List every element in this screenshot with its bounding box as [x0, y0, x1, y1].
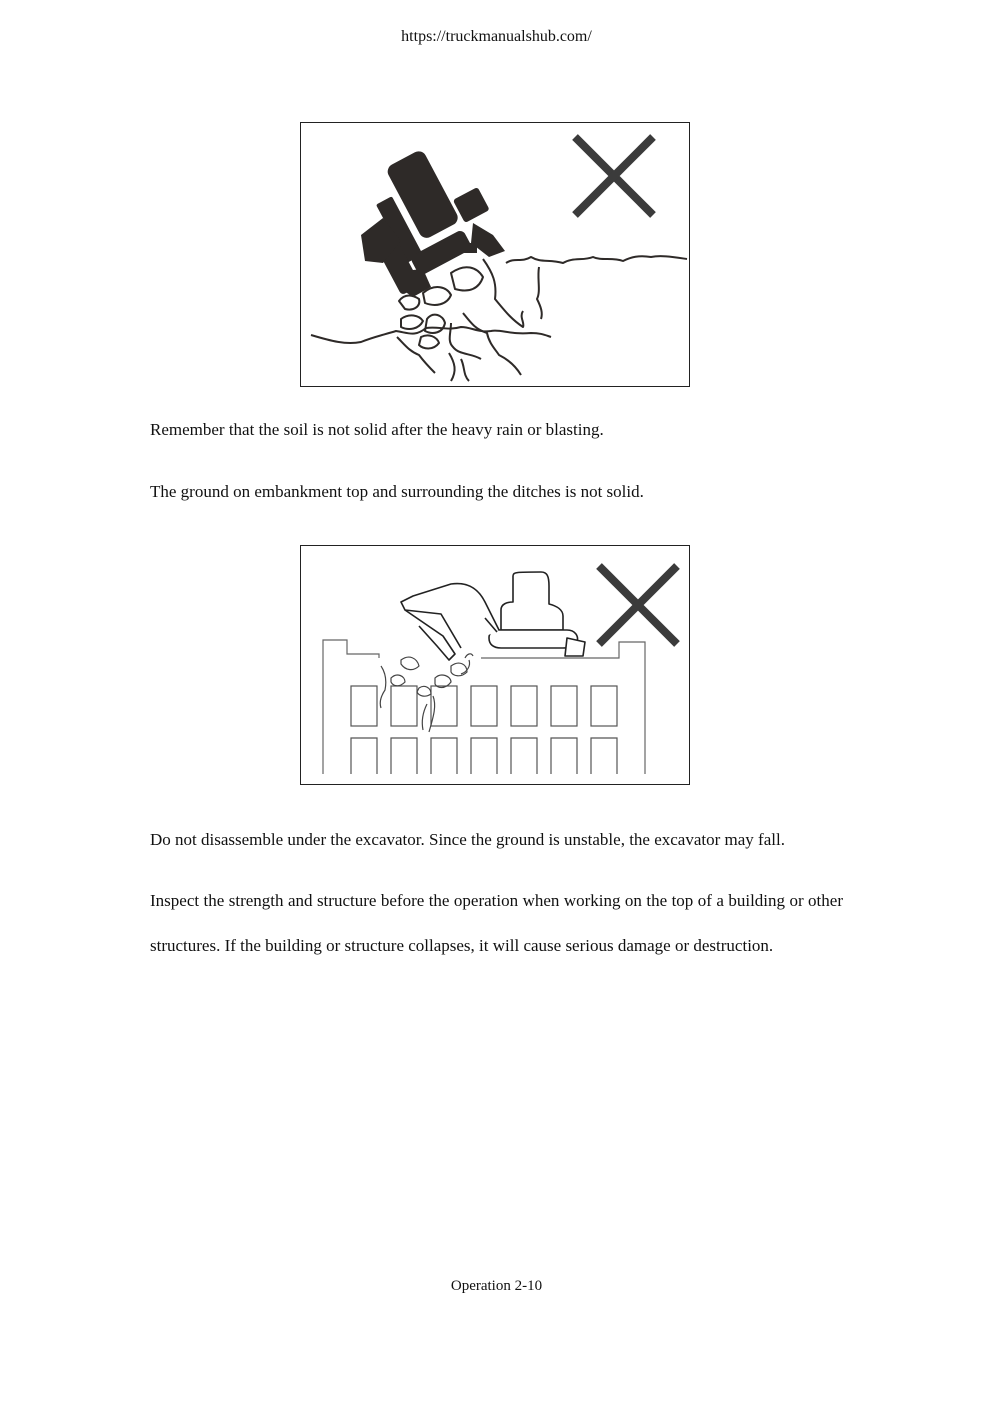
building-outline	[323, 640, 645, 774]
header-url: https://truckmanualshub.com/	[401, 28, 592, 45]
paragraph-inspect: Inspect the strength and structure before the operation when working on the top of a building or other structures. If the building or structure collapses, it will cause serious damage or destruction.	[150, 891, 843, 955]
collapse-debris	[380, 654, 473, 732]
paragraph-soil-rain: Remember that the soil is not solid after the heavy rain or blasting.	[150, 420, 604, 439]
paragraph-embankment: The ground on embankment top and surrounding the ditches is not solid.	[150, 482, 644, 501]
prohibited-x-icon	[575, 137, 653, 215]
ground-cracks	[311, 256, 687, 381]
excavator-tipping-illustration	[301, 123, 689, 386]
excavator-outline	[401, 572, 585, 660]
building-windows	[351, 686, 617, 774]
page-footer: Operation 2-10	[450, 1278, 543, 1294]
excavator-on-building-illustration	[301, 546, 689, 784]
paragraph-disassemble: Do not disassemble under the excavator. Since the ground is unstable, the excavator may fall.	[150, 830, 785, 849]
excavator-silhouette	[345, 134, 506, 297]
prohibited-x-icon	[599, 566, 677, 644]
figure-building-top	[300, 545, 690, 785]
figure-soft-ground	[300, 122, 690, 387]
